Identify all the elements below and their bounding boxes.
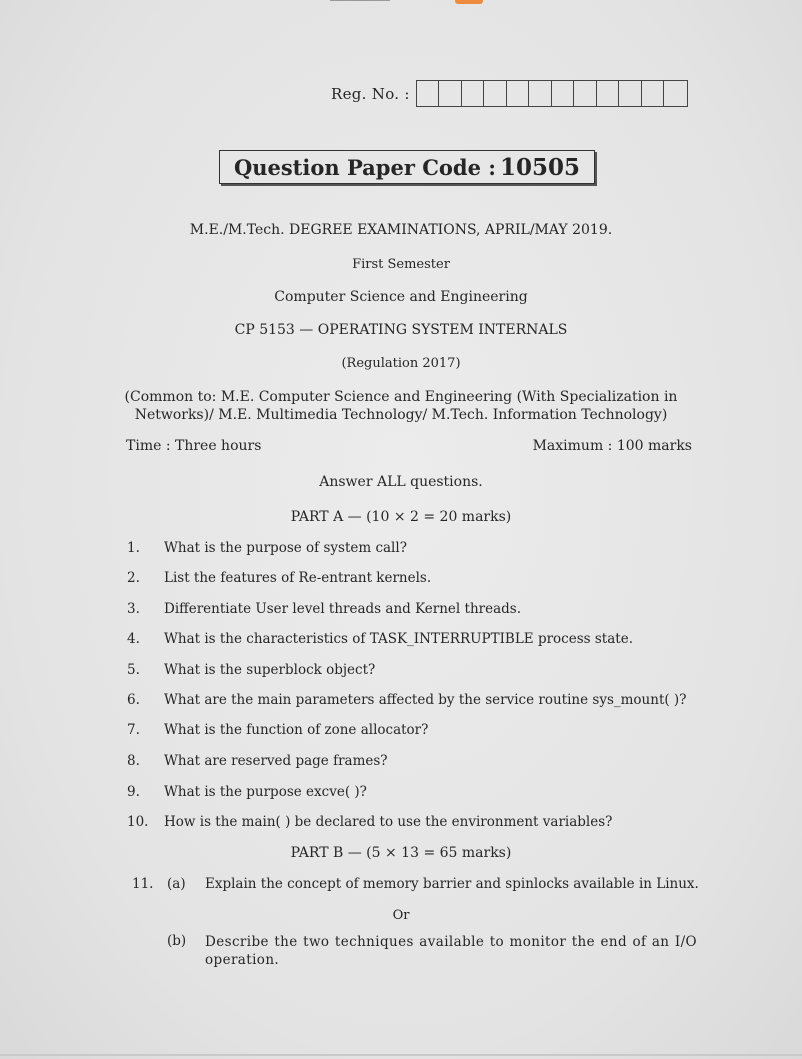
reg-number-box	[529, 81, 552, 106]
reg-number-box	[417, 81, 440, 106]
scan-mark	[455, 0, 483, 4]
sub-label-a: (a)	[167, 876, 186, 892]
question-text: What is the function of zone allocator?	[164, 722, 429, 738]
question-text: Differentiate User level threads and Kernel threads.	[164, 601, 522, 617]
question-number: 5.	[127, 662, 140, 678]
question-text: How is the main( ) be declared to use the environment variables?	[164, 814, 613, 830]
question-item	[0, 753, 802, 773]
reg-number-box	[552, 81, 575, 106]
degree-line: M.E./M.Tech. DEGREE EXAMINATIONS, APRIL/MAY 2019.	[189, 222, 613, 238]
question-number: 3.	[127, 601, 140, 617]
question-item	[0, 722, 802, 742]
instruction-line: Answer ALL questions.	[319, 474, 483, 490]
question-11b	[0, 933, 802, 968]
question-item	[0, 601, 802, 621]
question-item	[0, 540, 802, 560]
question-11a	[0, 876, 802, 896]
question-number: 11.	[132, 876, 154, 892]
reg-number-field	[331, 80, 688, 107]
part-a-title: PART A — (10 × 2 = 20 marks)	[290, 509, 512, 525]
reg-number-box	[642, 81, 665, 106]
reg-number-box	[507, 81, 530, 106]
question-11b-text: Describe the two techniques available to monitor the end of an I/O operation.	[205, 934, 697, 968]
bottom-rule	[0, 1054, 802, 1056]
question-text: What is the purpose of system call?	[164, 540, 407, 556]
question-item	[0, 570, 802, 590]
sub-label-b: (b)	[167, 933, 187, 949]
common-to-line-1: (Common to: M.E. Computer Science and Engineering (With Specialization in	[124, 389, 678, 405]
reg-number-boxes	[416, 80, 688, 107]
course-title: CP 5153 — OPERATING SYSTEM INTERNALS	[234, 322, 568, 338]
reg-number-label: Reg. No. :	[331, 84, 410, 103]
question-item	[0, 814, 802, 834]
question-number: 10.	[127, 814, 149, 830]
question-number: 1.	[127, 540, 140, 556]
question-number: 9.	[127, 784, 140, 800]
qpc-label: Question Paper Code :	[233, 154, 497, 180]
question-number: 6.	[127, 692, 140, 708]
department-line: Computer Science and Engineering	[274, 289, 528, 305]
common-to-line-2: Networks)/ M.E. Multimedia Technology/ M.Tech. Information Technology)	[134, 407, 668, 423]
top-rule	[330, 0, 390, 1]
qpc-number: 10505	[500, 153, 581, 181]
reg-number-box	[439, 81, 462, 106]
question-text: List the features of Re-entrant kernels.	[164, 570, 432, 586]
question-text: What is the purpose excve( )?	[164, 784, 367, 800]
reg-number-box	[664, 81, 687, 106]
question-item	[0, 662, 802, 682]
reg-number-box	[574, 81, 597, 106]
or-separator: Or	[392, 908, 410, 923]
question-item	[0, 631, 802, 651]
question-text: What are reserved page frames?	[164, 753, 388, 769]
question-11a-text: Explain the concept of memory barrier and spinlocks available in Linux.	[205, 876, 699, 892]
reg-number-box	[619, 81, 642, 106]
question-number: 4.	[127, 631, 140, 647]
regulation-line: (Regulation 2017)	[341, 356, 461, 371]
question-paper-code-box	[219, 150, 595, 184]
maximum-marks: Maximum : 100 marks	[532, 438, 692, 454]
reg-number-box	[484, 81, 507, 106]
semester-line: First Semester	[352, 257, 450, 272]
question-text: What is the superblock object?	[164, 662, 376, 678]
question-number: 8.	[127, 753, 140, 769]
question-number: 2.	[127, 570, 140, 586]
reg-number-box	[462, 81, 485, 106]
question-item	[0, 784, 802, 804]
question-item	[0, 692, 802, 712]
question-text: What are the main parameters affected by the service routine sys_mount( )?	[164, 692, 687, 708]
reg-number-box	[597, 81, 620, 106]
question-number: 7.	[127, 722, 140, 738]
part-b-title: PART B — (5 × 13 = 65 marks)	[290, 845, 512, 861]
time-duration: Time : Three hours	[126, 438, 262, 454]
question-text: What is the characteristics of TASK_INTERRUPTIBLE process state.	[164, 631, 633, 647]
